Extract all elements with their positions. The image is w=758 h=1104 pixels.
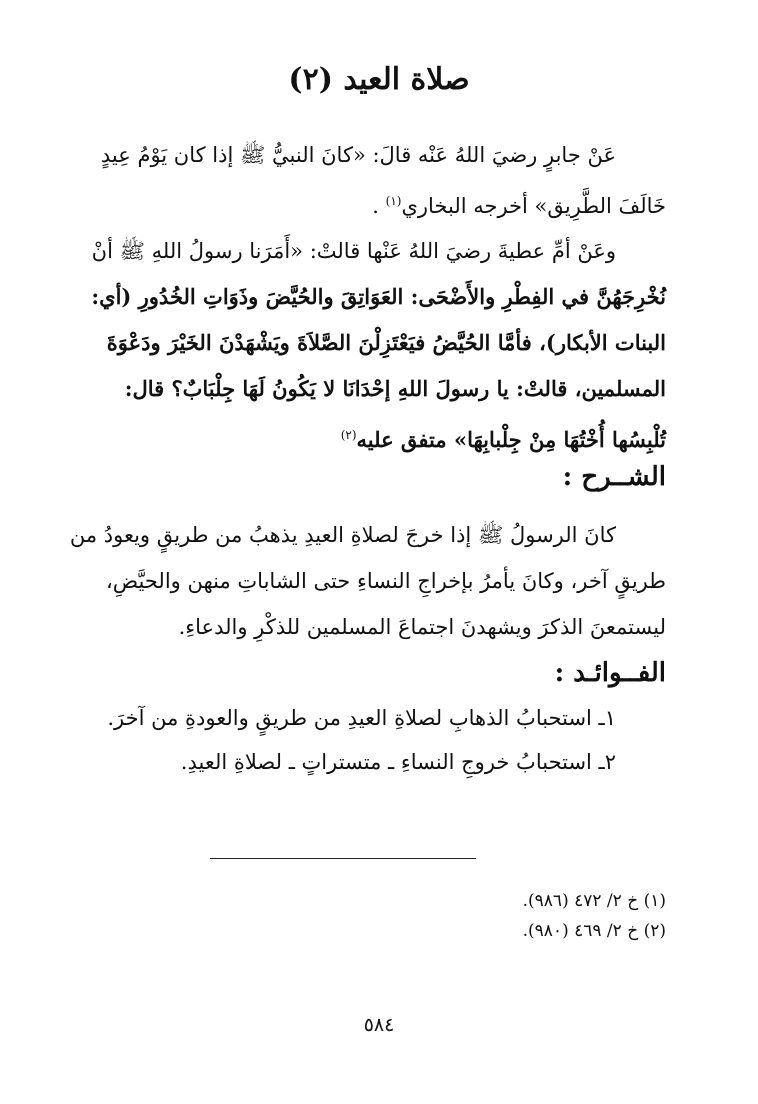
page-title: صلاة العيد (٢) — [288, 62, 470, 97]
hadith-line: البنات الأبكار)، فأمَّا الحُيَّضُ فيَعْتَزِلْنَ الصَّلاَةَ ويَشْهَدْنَ الخَيْرَ ودَعْوَةَ — [106, 330, 666, 355]
footnote-ref: (١) — [385, 194, 402, 208]
footnotes — [266, 886, 666, 946]
hadith-line — [66, 178, 666, 229]
sharh-text — [66, 512, 666, 650]
hadith-umm-atiyya — [66, 228, 666, 463]
footnote-divider — [210, 858, 476, 859]
hadith-line: نُخْرِجَهُنَّ في الفِطْرِ والأَضْحَى: العَوَاتِقَ والحُيَّضَ وذَوَاتِ الخُدُورِ (أي: — [91, 284, 666, 309]
hadith-line: وعَنْ أمِّ عطيةَ رضيَ اللهُ عَنْها قالتْ: «أَمَرَنا رسولُ اللهِ ﷺ أنْ — [91, 239, 616, 263]
hadith-line: المسلمين، قالتْ: يا رسولَ اللهِ إحْدَانَا لا يَكُونُ لَهَا جِلْبَابٌ؟ قال: — [124, 376, 666, 401]
page-number: ٥٨٤ — [363, 1014, 395, 1036]
fawaid-item: ١ـ استحبابُ الذهابِ لصلاةِ العيدِ من طريقٍ والعودةِ من آخرَ. — [107, 706, 616, 730]
fawaid-item: ٢ـ استحبابُ خروجِ النساءِ ـ متستراتٍ ـ لصلاةِ العيدِ. — [180, 750, 616, 774]
fawaid-list — [66, 696, 666, 784]
footnote: (٢) خ ٢/ ٤٦٩ (٩٨٠). — [522, 921, 666, 941]
sharh-line: كانَ الرسولُ ﷺ إذا خرجَ لصلاةِ العيدِ يذهبُ من طريقٍ ويعودُ من — [69, 523, 616, 547]
hadith-line: عَنْ جابرٍ رضيَ اللهُ عَنْه قالَ: «كانَ النبيُّ ﷺ إذا كان يَوْمُ عِيدٍ — [100, 143, 616, 167]
footnote: (١) خ ٢/ ٤٧٢ (٩٨٦). — [522, 891, 666, 911]
footnote-ref: (٢) — [340, 428, 357, 442]
line-end: . — [372, 194, 386, 218]
fawaid-heading: الفــوائـد : — [554, 658, 666, 688]
hadith-jabir — [66, 132, 666, 229]
hadith-line-text: تُلْبِسُها أُخْتُهَا مِنْ جِلْبابِهَا» متفق عليه — [356, 427, 666, 452]
sharh-heading: الشــرح : — [562, 462, 666, 492]
sharh-line: ليستمعنَ الذكرَ ويشهدنَ اجتماعَ المسلمين للذكْرِ والدعاءِ. — [178, 615, 666, 639]
sharh-line: طريقٍ آخر، وكانَ يأمرُ بإخراجِ النساءِ حتى الشاباتِ منهن والحيَّضِ، — [106, 569, 666, 593]
hadith-line-text: خَالَفَ الطَّرِيق» أخرجه البخاري — [401, 194, 666, 218]
